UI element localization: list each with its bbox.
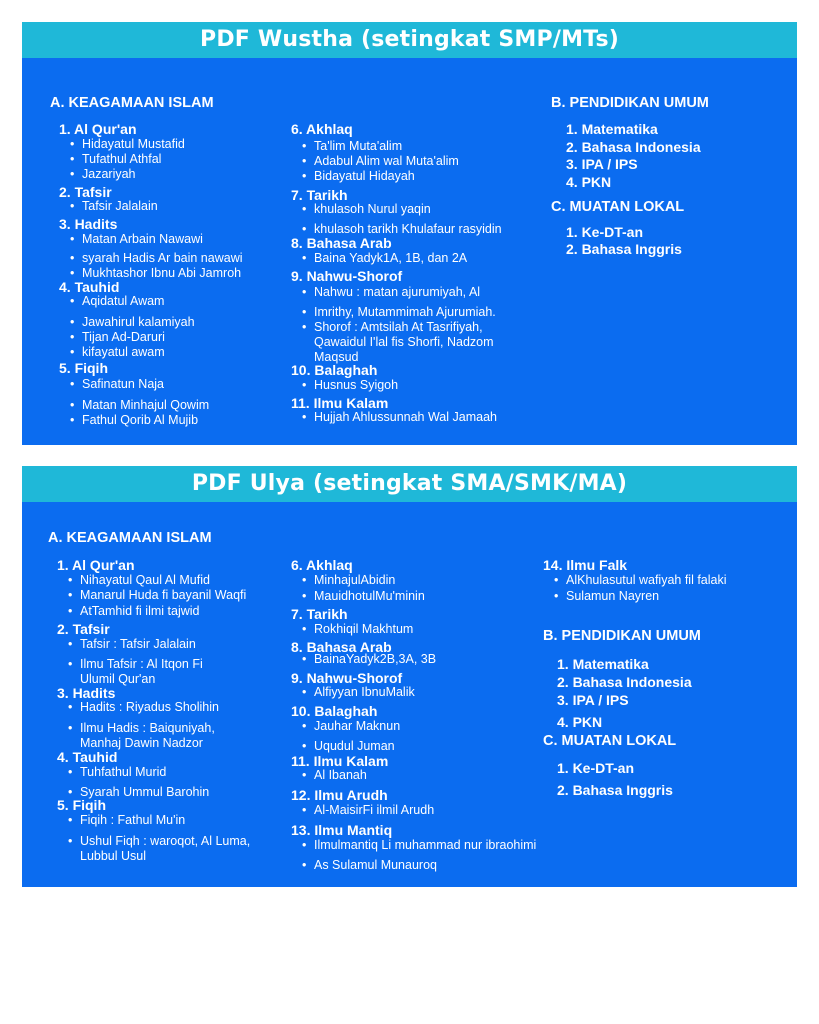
ulya-item: • Uqudul Juman (314, 740, 395, 753)
wustha-item: • kifayatul awam (82, 346, 165, 359)
ulya-subject-nahwu-shorof: 9. Nahwu-Shorof (291, 670, 403, 686)
ulya-item: • AtTamhid fi ilmi tajwid (80, 605, 199, 618)
wustha-subject-hadits: 3. Hadits (59, 216, 118, 232)
ulya-subject-alquran: 1. Al Qur'an (57, 557, 135, 573)
wustha-item: • Hidayatul Mustafid (82, 138, 185, 151)
ulya-item: • Hadits : Riyadus Sholihin (80, 701, 219, 714)
wustha-section-a-heading: A. KEAGAMAAN ISLAM (50, 95, 214, 111)
wustha-item: • Hujjah Ahlussunnah Wal Jamaah (314, 411, 497, 424)
ulya-item-continuation: Manhaj Dawin Nadzor (80, 736, 203, 750)
wustha-item: • Tafsir Jalalain (82, 200, 158, 213)
ulya-subject-ilmu-arudh: 12. Ilmu Arudh (291, 787, 388, 803)
wustha-item: • khulasoh Nurul yaqin (314, 203, 431, 216)
ulya-item: • Ilmu Hadis : Baiquniyah, (80, 722, 215, 735)
wustha-umum-item: 2. Bahasa Indonesia (566, 139, 701, 155)
wustha-umum-item: 4. PKN (566, 174, 612, 190)
wustha-section-b-heading: B. PENDIDIKAN UMUM (551, 95, 709, 111)
wustha-subject-tafsir: 2. Tafsir (59, 184, 112, 200)
wustha-subject-akhlaq: 6. Akhlaq (291, 121, 353, 137)
ulya-item: • Fiqih : Fathul Mu'in (80, 814, 185, 827)
ulya-item: • Syarah Ummul Barohin (80, 786, 209, 799)
wustha-subject-ilmu-kalam: 11. Ilmu Kalam (291, 395, 389, 411)
ulya-subject-akhlaq: 6. Akhlaq (291, 557, 353, 573)
ulya-subject-ilmu-falk: 14. Ilmu Falk (543, 557, 628, 573)
wustha-item: • Fathul Qorib Al Mujib (82, 414, 198, 427)
wustha-item: • Shorof : Amtsilah At Tasrifiyah, (314, 321, 483, 334)
ulya-item: • MinhajulAbidin (314, 574, 395, 587)
ulya-subject-bahasa-arab: 8. Bahasa Arab (291, 639, 392, 655)
ulya-section-c-heading: C. MUATAN LOKAL (543, 733, 677, 749)
ulya-subject-tarikh: 7. Tarikh (291, 606, 348, 622)
ulya-item: • Jauhar Maknun (314, 720, 400, 733)
ulya-item: • Alfiyyan IbnuMalik (314, 686, 415, 699)
wustha-item-continuation: Qawaidul I'lal fis Shorfi, Nadzom (314, 335, 494, 349)
ulya-item: • Al-MaisirFi ilmil Arudh (314, 804, 434, 817)
ulya-umum-item: 4. PKN (557, 714, 603, 730)
ulya-item: • Ushul Fiqh : waroqot, Al Luma, (80, 835, 250, 848)
wustha-item: • Adabul Alim wal Muta'alim (314, 155, 459, 168)
wustha-item: • Bidayatul Hidayah (314, 170, 415, 183)
ulya-item: • Ilmulmantiq Li muhammad nur ibraohimi (314, 839, 536, 852)
wustha-lokal-item: 2. Bahasa Inggris (566, 241, 682, 257)
ulya-title: PDF Ulya (setingkat SMA/SMK/MA) (22, 466, 797, 502)
wustha-subject-nahwu-shorof: 9. Nahwu-Shorof (291, 268, 403, 284)
wustha-subject-tarikh: 7. Tarikh (291, 187, 348, 203)
ulya-item: • Manarul Huda fi bayanil Waqfi (80, 589, 246, 602)
wustha-item: • Tufathul Athfal (82, 153, 161, 166)
wustha-item: • Nahwu : matan ajurumiyah, Al (314, 286, 480, 299)
ulya-subject-tauhid: 4. Tauhid (57, 749, 118, 765)
ulya-subject-ilmu-mantiq: 13. Ilmu Mantiq (291, 822, 393, 838)
ulya-item: • Al Ibanah (314, 769, 367, 782)
ulya-umum-item: 1. Matematika (557, 656, 649, 672)
wustha-item: • Matan Minhajul Qowim (82, 399, 209, 412)
ulya-subject-tafsir: 2. Tafsir (57, 621, 110, 637)
wustha-subject-fiqih: 5. Fiqih (59, 360, 108, 376)
wustha-item: • syarah Hadis Ar bain nawawi (82, 252, 243, 265)
wustha-umum-item: 3. IPA / IPS (566, 156, 638, 172)
ulya-lokal-item: 1. Ke-DT-an (557, 760, 635, 776)
wustha-umum-item: 1. Matematika (566, 121, 658, 137)
wustha-item: • Jazariyah (82, 168, 136, 181)
wustha-item: • Aqidatul Awam (82, 295, 164, 308)
wustha-item: • khulasoh tarikh Khulafaur rasyidin (314, 223, 502, 236)
wustha-item: • Ta'lim Muta'alim (314, 140, 402, 153)
ulya-subject-ilmu-kalam: 11. Ilmu Kalam (291, 753, 389, 769)
wustha-subject-alquran: 1. Al Qur'an (59, 121, 137, 137)
wustha-item: • Matan Arbain Nawawi (82, 233, 203, 246)
wustha-item: • Tijan Ad-Daruri (82, 331, 165, 344)
wustha-section-c-heading: C. MUATAN LOKAL (551, 199, 685, 215)
ulya-section-b-heading: B. PENDIDIKAN UMUM (543, 628, 701, 644)
ulya-item: • Sulamun Nayren (566, 590, 659, 603)
wustha-subject-balaghah: 10. Balaghah (291, 362, 378, 378)
ulya-item-continuation: Lubbul Usul (80, 849, 147, 863)
wustha-item-continuation: • Imrithy, Mutammimah Ajurumiah. (314, 306, 496, 319)
wustha-item: • Safinatun Naja (82, 378, 164, 391)
wustha-item: • Jawahirul kalamiyah (82, 316, 195, 329)
ulya-subject-fiqih: 5. Fiqih (57, 797, 106, 813)
wustha-item: • Baina Yadyk1A, 1B, dan 2A (314, 252, 467, 265)
ulya-item: • As Sulamul Munauroq (314, 859, 437, 872)
ulya-lokal-item: 2. Bahasa Inggris (557, 782, 673, 798)
ulya-item: • AlKhulasutul wafiyah fil falaki (566, 574, 727, 587)
wustha-lokal-item: 1. Ke-DT-an (566, 224, 644, 240)
wustha-title: PDF Wustha (setingkat SMP/MTs) (22, 22, 797, 58)
wustha-item-continuation: Maqsud (314, 350, 359, 364)
ulya-umum-item: 3. IPA / IPS (557, 692, 629, 708)
ulya-item: • BainaYadyk2B,3A, 3B (314, 653, 436, 666)
ulya-item: • Nihayatul Qaul Al Mufid (80, 574, 210, 587)
ulya-section-a-heading: A. KEAGAMAAN ISLAM (48, 530, 212, 546)
wustha-item: • Mukhtashor Ibnu Abi Jamroh (82, 267, 241, 280)
ulya-item: • Tafsir : Tafsir Jalalain (80, 638, 196, 651)
ulya-item-continuation: Ulumil Qur'an (80, 672, 156, 686)
wustha-subject-tauhid: 4. Tauhid (59, 279, 120, 295)
ulya-item: • Rokhiqil Makhtum (314, 623, 413, 636)
ulya-item: • Tuhfathul Murid (80, 766, 166, 779)
ulya-item: • Ilmu Tafsir : Al Itqon Fi (80, 658, 203, 671)
wustha-subject-bahasa-arab: 8. Bahasa Arab (291, 235, 392, 251)
ulya-item: • MauidhotulMu'minin (314, 590, 425, 603)
ulya-subject-hadits: 3. Hadits (57, 685, 116, 701)
ulya-umum-item: 2. Bahasa Indonesia (557, 674, 692, 690)
wustha-item: • Husnus Syigoh (314, 379, 398, 392)
ulya-subject-balaghah: 10. Balaghah (291, 703, 378, 719)
